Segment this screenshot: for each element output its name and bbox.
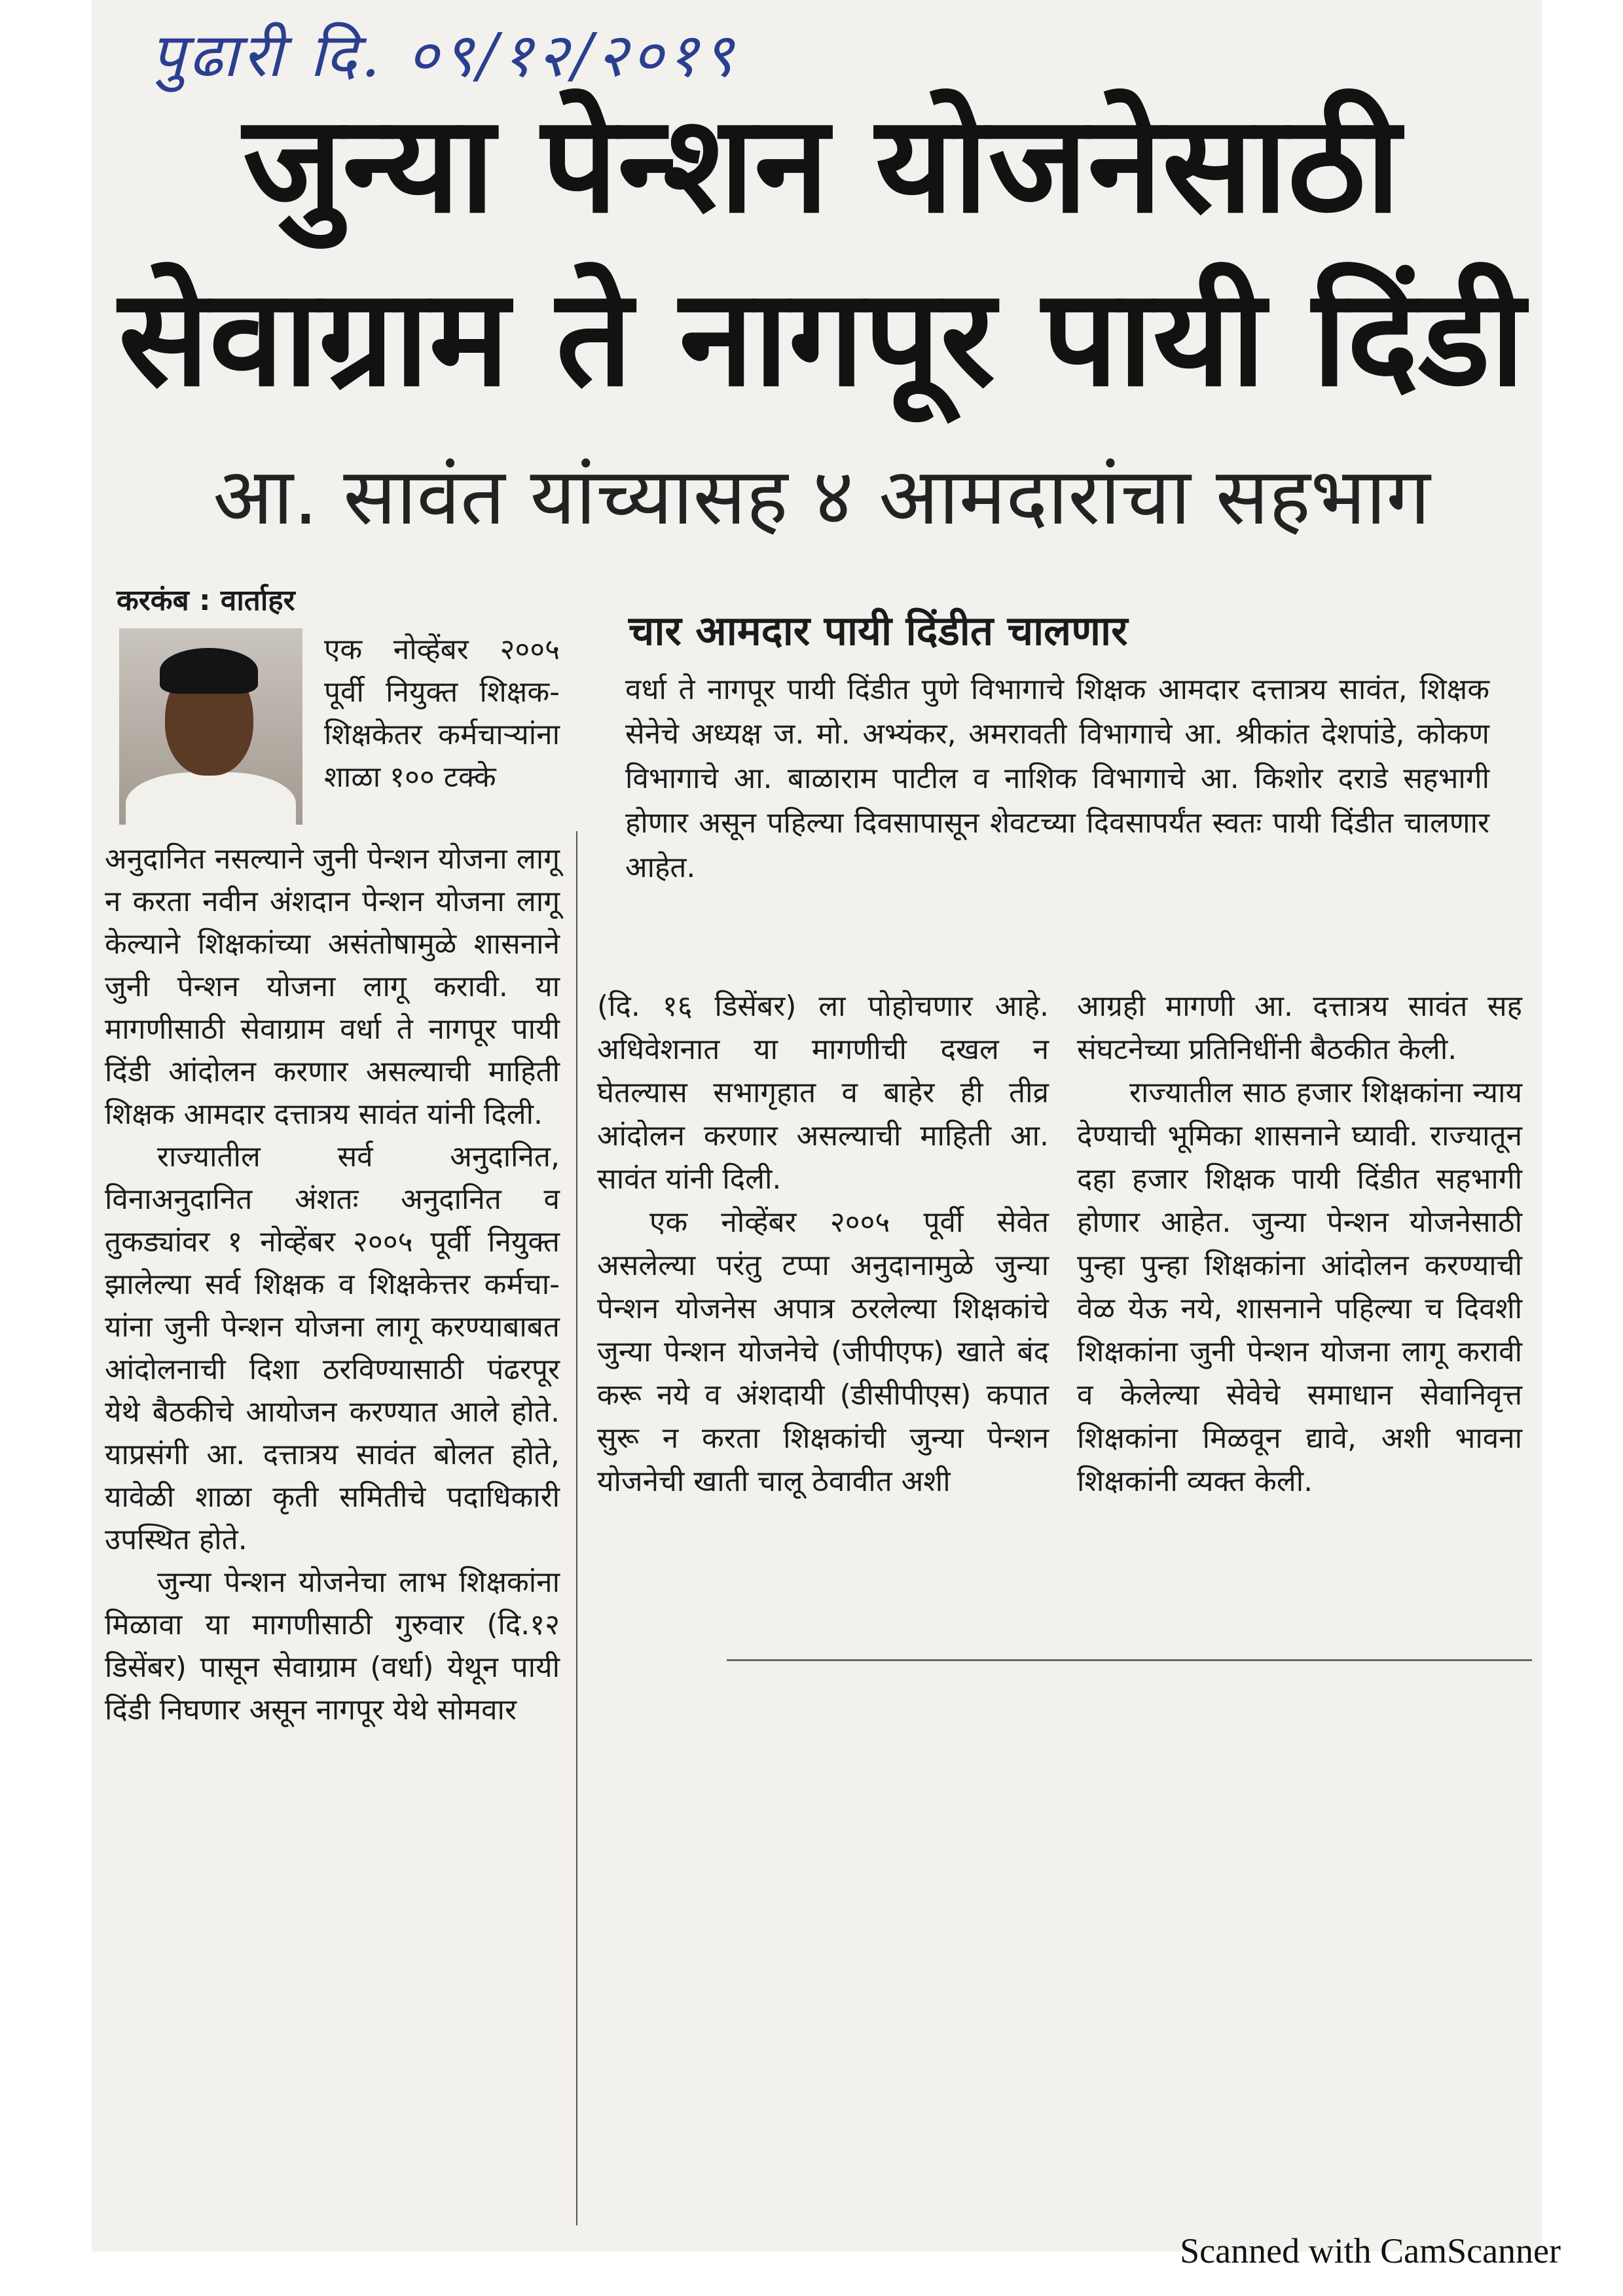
article-column-3 [1077,985,1522,1503]
headline-line-2: सेवाग्राम ते नागपूर पायी दिंडी [118,260,1525,416]
scanner-watermark: Scanned with CamScanner [1180,2231,1561,2270]
bottom-rule [727,1659,1532,1661]
column-divider [576,831,577,2225]
box-text: वर्धा ते नागपूर पायी दिंडीत पुणे विभागाचे शिक्षक आमदार दत्तात्रय सावंत, शिक्षक सेनेचे अध्यक्ष ज. मो. अभ्यंकर, अमरावती विभागाचे आ. श्रीकांत देशपांडे, कोकण विभागाचे आ. बाळाराम पाटील व नाशिक विभागाचे आ. किशोर दराडे सहभागी होणार असून पहिल्या दिवसापासून शेवटच्या दिवसापर्यंत स्वतः पायी दिंडीत चालणार आहेत. [625,673,1490,884]
article-column-1 [105,838,560,1731]
col2-paragraph-1: (दि. १६ डिसेंबर) ला पोहोचणार आहे. अधिवेशनात या मागणीची दखल न घेतल्यास सभागृहात व बाहेर ही तीव्र आंदोलन करणार असल्याची माहिती आ. सावंत यांनी दिली. [597,990,1049,1196]
article-column-2 [597,985,1049,1503]
intro-text: एक नोव्हेंबर २००५ पूर्वी नियुक्त शिक्षक-शिक्षकेतर कर्मचाऱ्यांना शाळा १०० टक्के [324,633,560,794]
box-heading: चार आमदार पायी दिंडीत चालणार [629,607,1128,655]
col3-paragraph-2: राज्यातील साठ हजार शिक्षकांना न्याय देण्याची भूमिका शासनाने घ्यावी. राज्यातून दहा हजार शिक्षक पायी दिंडीत सहभागी होणार आहेत. जुन्या पेन्शन योजनेसाठी पुन्हा पुन्हा शिक्षकांना आंदोलन करण्याची वेळ येऊ नये, शासनाने पहिल्या च दिवशी शिक्षकांना जुनी पेन्शन योजना लागू करावी व केलेल्या सेवेचे समाधान सेवानिवृत्त शिक्षकांना मिळवून द्यावे, अशी भावना शिक्षकांनी व्यक्त केली. [1077,1076,1522,1498]
handwritten-date: पुढारी दि. ०९/१२/२०१९ [151,20,738,90]
sub-headline: आ. सावंत यांच्यासह ४ आमदारांचा सहभाग [213,452,1431,543]
col1-paragraph-2: राज्यातील सर्व अनुदानित, विनाअनुदानित अंशतः अनुदानित व तुकड्यांवर १ नोव्हेंबर २००५ पूर्वी नियुक्त झालेल्या सर्व शिक्षक व शिक्षकेत्तर कर्मचा-यांना जुनी पेन्शन योजना लागू करण्याबाबत आंदोलनाची दिशा ठरविण्यासाठी पंढरपूर येथे बैठकीचे आयोजन करण्यात आले होते. याप्रसंगी आ. दत्तात्रय सावंत बोलत होते, यावेळी शाळा कृती समितीचे पदाधिकारी उपस्थित होते. [105,1140,560,1556]
col1-paragraph-3: जुन्या पेन्शन योजनेचा लाभ शिक्षकांना मिळावा या मागणीसाठी गुरुवार (दि.१२ डिसेंबर) पासून सेवाग्राम (वर्धा) येथून पायी दिंडी निघणार असून नागपूर येथे सोमवार [105,1566,560,1727]
mla-photo [119,628,302,825]
byline: करकंब : वार्ताहर [117,584,295,617]
col1-paragraph-1: अनुदानित नसल्याने जुनी पेन्शन योजना लागू न करता नवीन अंशदान पेन्शन योजना लागू केल्याने शिक्षकांच्या असंतोषामुळे शासनाने जुनी पेन्शन योजना लागू करावी. या मागणीसाठी सेवाग्राम वर्धा ते नागपूर पायी दिंडी आंदोलन करणार असल्याची माहिती शिक्षक आमदार दत्तात्रय सावंत यांनी दिली. [105,842,560,1131]
photo-hair [160,648,258,694]
col3-paragraph-1: आग्रही मागणी आ. दत्तात्रय सावंत सह संघटनेच्या प्रतिनिधींनी बैठकीत केली. [1077,990,1522,1066]
col2-paragraph-2: एक नोव्हेंबर २००५ पूर्वी सेवेत असलेल्या परंतु टप्पा अनुदानामुळे जुन्या पेन्शन योजनेस अपात्र ठरलेल्या शिक्षकांचे जुन्या पेन्शन योजनेचे (जीपीएफ) खाते बंद करू नये व अंशदायी (डीसीपीएस) कपात सुरू न करता शिक्षकांची जुन्या पेन्शन योजनेची खाती चालू ठेवावीत अशी [597,1206,1049,1498]
photo-shirt [126,772,296,825]
headline-line-1: जुन्या पेन्शन योजनेसाठी [243,87,1400,243]
